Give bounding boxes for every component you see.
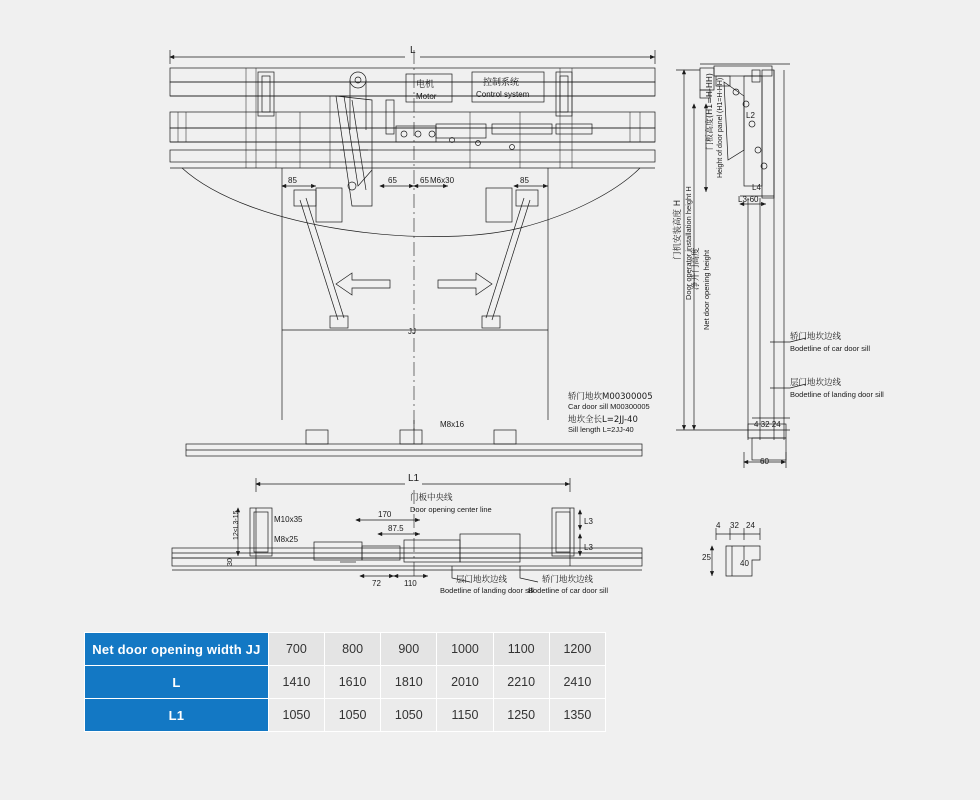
label-door-center-en: Door opening center line bbox=[410, 505, 492, 514]
label-sill-length-en: Sill length L=2JJ-40 bbox=[568, 425, 634, 434]
dim-24-detail: 24 bbox=[746, 521, 755, 530]
dim-87-5: 87.5 bbox=[388, 524, 404, 533]
dim-m8x25: M8x25 bbox=[274, 535, 299, 544]
dim-40-detail: 40 bbox=[740, 559, 749, 568]
label-bodetline-car-en: Bodetline of car door sill bbox=[528, 586, 609, 595]
label-net-door-height-en: Net door opening height bbox=[702, 249, 711, 330]
label-hanger-height-cn: 门板高度(H1=H-HH) bbox=[705, 73, 714, 150]
label-sill-length-cn: 地坎全长L=2JJ-40 bbox=[568, 415, 638, 425]
table-row bbox=[85, 633, 606, 666]
dim-m10x35: M10x35 bbox=[274, 515, 303, 524]
cell-l-0: 1410 bbox=[268, 666, 324, 699]
dim-4-32-24-side: 4 32 24 bbox=[754, 420, 781, 429]
cell-l1-3: 1150 bbox=[437, 699, 493, 732]
dim-m8x16: M8x16 bbox=[440, 420, 465, 429]
dim-L: L bbox=[410, 45, 416, 56]
dim-65-b: 65 bbox=[420, 176, 429, 185]
row-header-jj: Net door opening width JJ bbox=[85, 633, 269, 666]
row-header-l: L bbox=[85, 666, 269, 699]
cell-l1-5: 1350 bbox=[549, 699, 605, 732]
cell-l1-1: 1050 bbox=[325, 699, 381, 732]
cell-l-2: 1810 bbox=[381, 666, 437, 699]
dim-L3-plan: L3 bbox=[584, 517, 593, 526]
label-bodetline-landing-cn: 层门地坎边线 bbox=[456, 575, 508, 585]
label-net-door-height-cn: 净开门高度 bbox=[691, 247, 701, 290]
label-car-door-sill-en: Car door sill M00300005 bbox=[568, 402, 650, 411]
dim-L1: L1 bbox=[408, 473, 420, 484]
cell-l1-4: 1250 bbox=[493, 699, 549, 732]
dim-60-side: 60 bbox=[760, 457, 769, 466]
label-car-door-sill-cn: 轿门地坎M00300005 bbox=[568, 392, 653, 402]
dim-65-a: 65 bbox=[388, 176, 397, 185]
cell-l1-2: 1050 bbox=[381, 699, 437, 732]
dim-170: 170 bbox=[378, 510, 392, 519]
cell-jj-5: 1200 bbox=[549, 633, 605, 666]
cell-jj-3: 1000 bbox=[437, 633, 493, 666]
cell-jj-0: 700 bbox=[268, 633, 324, 666]
label-door-center-cn: 门板中央线 bbox=[410, 493, 453, 503]
label-motor-cn: 电机 bbox=[416, 80, 435, 90]
dim-85-right: 85 bbox=[520, 176, 529, 185]
dim-L3-plan-2: L3 bbox=[584, 543, 593, 552]
cell-jj-1: 800 bbox=[325, 633, 381, 666]
dim-12-l3-15: 12≤L3-15 bbox=[233, 510, 240, 540]
row-header-l1: L1 bbox=[85, 699, 269, 732]
dim-85-left: 85 bbox=[288, 176, 297, 185]
dim-m6x30: M6x30 bbox=[430, 176, 455, 185]
dim-4-detail: 4 bbox=[716, 521, 721, 530]
cell-l-3: 2010 bbox=[437, 666, 493, 699]
cell-l1-0: 1050 bbox=[268, 699, 324, 732]
dim-L2: L2 bbox=[746, 111, 755, 120]
label-control-en: Control system bbox=[476, 90, 530, 99]
label-side-bodetline-landing-cn: 层门地坎边线 bbox=[790, 378, 842, 388]
label-bodetline-landing-en: Bodetline of landing door sill bbox=[440, 586, 534, 595]
table-row bbox=[85, 699, 606, 732]
cell-jj-2: 900 bbox=[381, 633, 437, 666]
cell-l-4: 2210 bbox=[493, 666, 549, 699]
label-side-bodetline-landing-en: Bodetline of landing door sill bbox=[790, 390, 884, 399]
label-side-bodetline-car-cn: 轿门地坎边线 bbox=[790, 332, 842, 342]
dim-32-detail: 32 bbox=[730, 521, 739, 530]
cell-l-5: 2410 bbox=[549, 666, 605, 699]
dim-L4: L4 bbox=[752, 183, 761, 192]
table-row bbox=[85, 666, 606, 699]
dim-L3-60: L3-60 bbox=[738, 195, 759, 204]
label-control-cn: 控制系统 bbox=[483, 78, 520, 88]
specification-table bbox=[84, 632, 606, 732]
label-door-operator-height-en: Door operator installation height H bbox=[684, 186, 693, 300]
label-door-operator-height-cn: 门机安装高度 H bbox=[673, 199, 683, 260]
label-hanger-height-en: Height of door panel (H1=H-HH) bbox=[717, 77, 724, 178]
cell-l-1: 1610 bbox=[325, 666, 381, 699]
dim-110: 110 bbox=[404, 579, 417, 588]
label-motor-en: Motor bbox=[416, 92, 437, 101]
dim-72: 72 bbox=[372, 579, 381, 588]
dim-30: 30 bbox=[227, 558, 234, 566]
cell-jj-4: 1100 bbox=[493, 633, 549, 666]
label-bodetline-car-cn: 轿门地坎边线 bbox=[542, 575, 594, 585]
dim-25-detail: 25 bbox=[702, 553, 711, 562]
dim-JJ: JJ bbox=[408, 327, 416, 336]
label-side-bodetline-car-en: Bodetline of car door sill bbox=[790, 344, 871, 353]
